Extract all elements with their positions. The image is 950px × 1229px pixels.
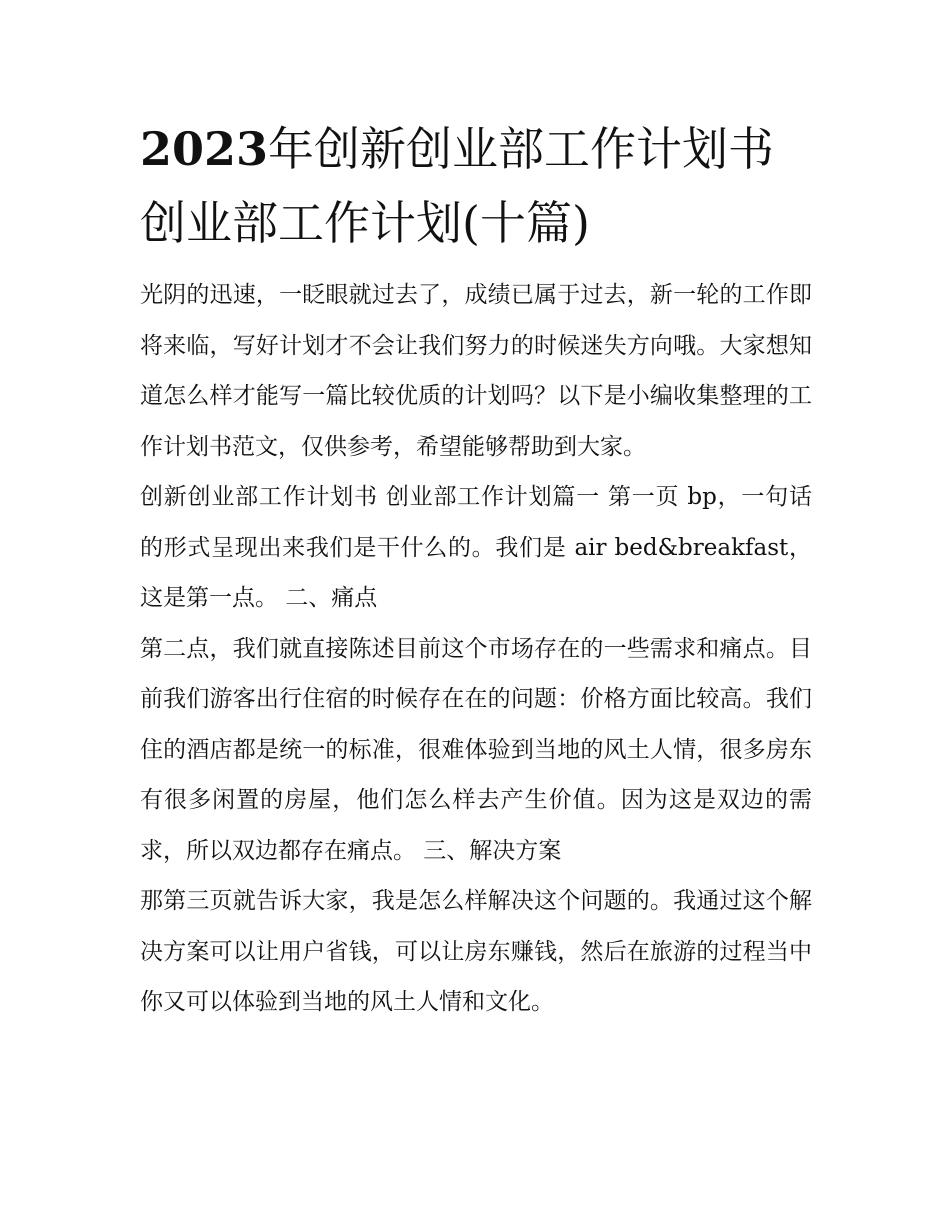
paragraph-section-one: 创新创业部工作计划书 创业部工作计划篇一 第一页 bp，一句话的形式呈现出来我们是干什么的。我们是 air bed&breakfast，这是第一点。 二、痛点: [140, 484, 812, 611]
paragraph-solution: 那第三页就告诉大家，我是怎么样解决这个问题的。我通过这个解决方案可以让用户省钱，可以让房东赚钱，然后在旅游的过程当中你又可以体验到当地的风土人情和文化。: [140, 888, 812, 1015]
document-body: [140, 112, 812, 1028]
title-year: 2023: [140, 122, 269, 176]
paragraph-pain-points: 第二点，我们就直接陈述目前这个市场存在的一些需求和痛点。目前我们游客出行住宿的时候存在在的问题：价格方面比较高。我们住的酒店都是统一的标准，很难体验到当地的风土人情，很多房东有很多闲置的房屋，他们怎么样去产生价值。因为这是双边的需求，所以双边都存在痛点。 三、解决方案: [140, 635, 812, 864]
document-title: [140, 112, 812, 260]
title-text: 年创新创业部工作计划书创业部工作计划(十篇): [140, 122, 775, 250]
paragraph-intro: 光阴的迅速，一眨眼就过去了，成绩已属于过去，新一轮的工作即将来临，写好计划才不会让我们努力的时候迷失方向哦。大家想知道怎么样才能写一篇比较优质的计划吗？以下是小编收集整理的工作计划书范文，仅供参考，希望能够帮助到大家。: [140, 282, 812, 460]
